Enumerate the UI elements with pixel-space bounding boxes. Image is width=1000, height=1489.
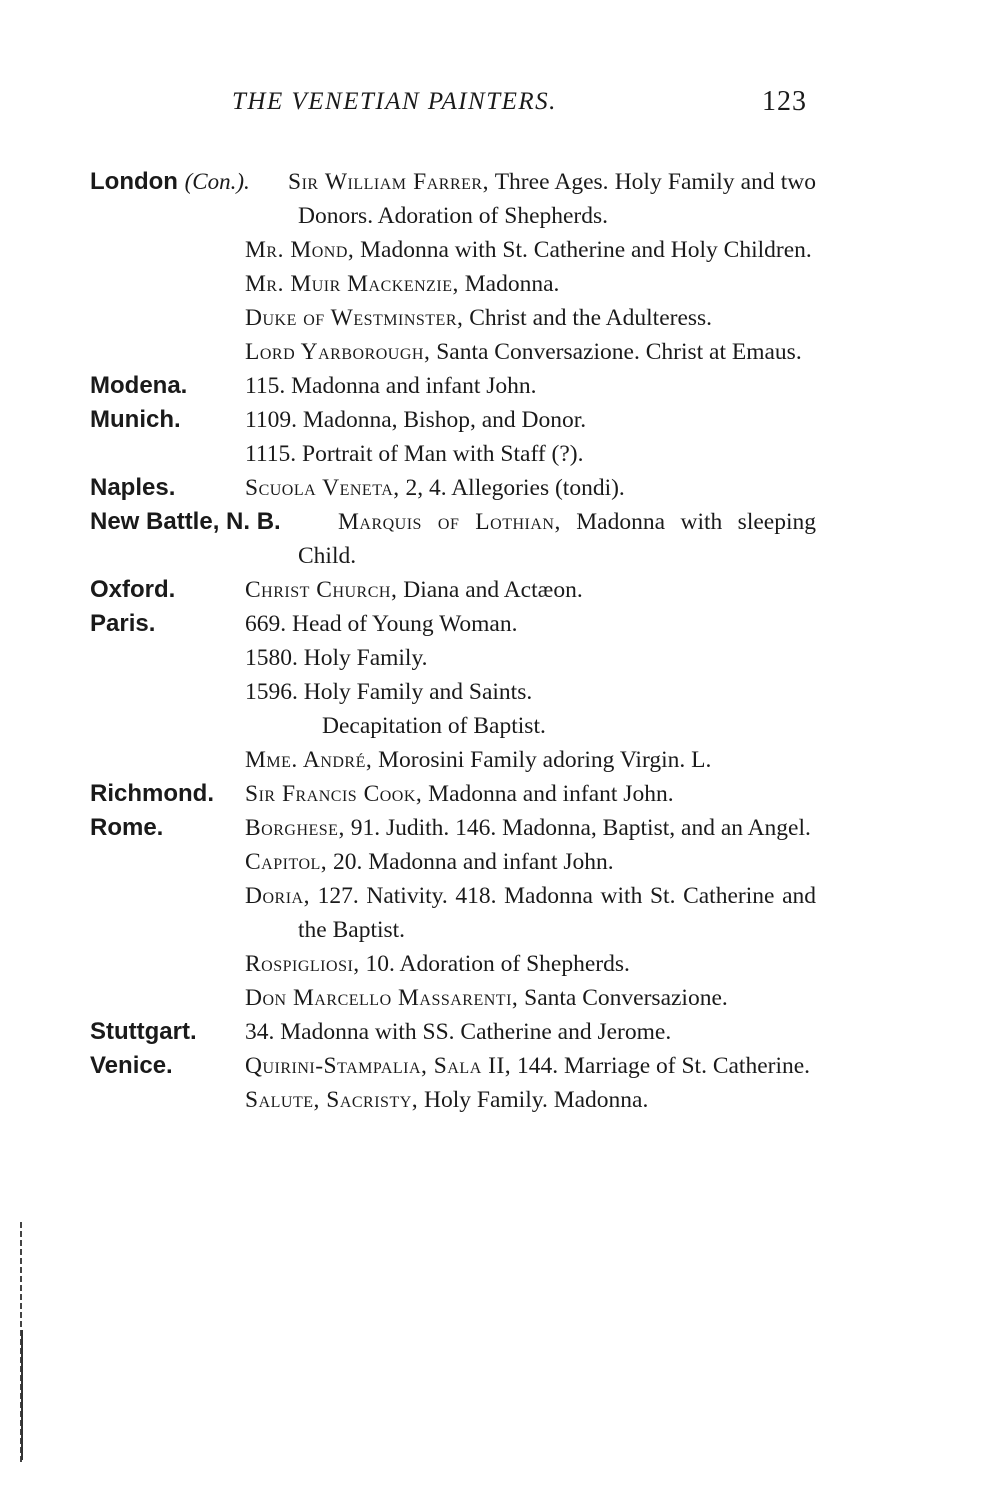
place-name: New Battle, N. B. (90, 508, 281, 535)
entry-text: 1109. Madonna, Bishop, and Donor. (245, 407, 587, 433)
entry-text: 1596. Holy Family and Saints. (245, 679, 533, 705)
entry-text: Sir Francis Cook, Madonna and infant John. (245, 781, 674, 807)
page-number: 123 (762, 86, 807, 117)
place-name: London (Con.). (90, 168, 250, 195)
entry-london (90, 165, 816, 369)
entry-text: Mme. André, Morosini Family adoring Virgin. L. (245, 747, 712, 773)
entry-text: Mr. Mond, Madonna with St. Catherine and Holy Children. (245, 237, 812, 263)
entry-text: Scuola Veneta, 2, 4. Allegories (tondi). (245, 475, 625, 501)
page-title: THE VENETIAN PAINTERS. (232, 88, 557, 115)
entry-naples (90, 471, 816, 505)
entry-stuttgart (90, 1015, 816, 1049)
entry-text: 1580. Holy Family. (245, 645, 428, 671)
entry-text: 115. Madonna and infant John. (245, 373, 537, 399)
entry-text: Rospigliosi, 10. Adoration of Shepherds. (245, 951, 630, 977)
place-name: Venice. (90, 1052, 173, 1079)
entry-text: Sir William Farrer, Three Ages. Holy Family and two Donors. Adoration of Shepherds. (288, 169, 816, 229)
entry-text: Duke of Westminster, Christ and the Adulteress. (245, 305, 713, 331)
place-name: Stuttgart. (90, 1018, 197, 1045)
entry-paris (90, 607, 816, 777)
place-name: Richmond. (90, 780, 214, 807)
index-entries (90, 165, 816, 1117)
place-name: Rome. (90, 814, 164, 841)
entry-new-battle (90, 505, 816, 573)
entry-text: 1115. Portrait of Man with Staff (?). (245, 441, 584, 467)
entry-rome (90, 811, 816, 1015)
entry-text: 669. Head of Young Woman. (245, 611, 518, 637)
scan-edge-line (21, 1330, 23, 1460)
entry-venice (90, 1049, 816, 1117)
entry-text: Capitol, 20. Madonna and infant John. (245, 849, 614, 875)
entry-richmond (90, 777, 816, 811)
entry-text: Decapitation of Baptist. (322, 713, 546, 739)
running-head (0, 88, 1000, 124)
place-name: Modena. (90, 372, 188, 399)
entry-text: Don Marcello Massarenti, Santa Conversazione. (245, 985, 728, 1011)
entry-text: Mr. Muir Mackenzie, Madonna. (245, 271, 560, 297)
place-name: Naples. (90, 474, 176, 501)
entry-text: Marquis of Lothian, Madonna with sleeping Child. (298, 509, 816, 569)
place-name: Paris. (90, 610, 156, 637)
entry-text: Doria, 127. Nativity. 418. Madonna with St. Catherine and the Baptist. (245, 883, 816, 943)
entry-munich (90, 403, 816, 471)
entry-oxford (90, 573, 816, 607)
place-name: Oxford. (90, 576, 176, 603)
place-name: Munich. (90, 406, 181, 433)
entry-text: Borghese, 91. Judith. 146. Madonna, Baptist, and an Angel. (245, 815, 811, 841)
entry-text: Quirini-Stampalia, Sala II, 144. Marriage of St. Catherine. (245, 1053, 811, 1079)
entry-modena (90, 369, 816, 403)
entry-text: Salute, Sacristy, Holy Family. Madonna. (245, 1087, 649, 1113)
entry-text: Lord Yarborough, Santa Conversazione. Christ at Emaus. (245, 339, 802, 365)
entry-text: 34. Madonna with SS. Catherine and Jerome. (245, 1019, 672, 1045)
entry-text: Christ Church, Diana and Actæon. (245, 577, 583, 603)
